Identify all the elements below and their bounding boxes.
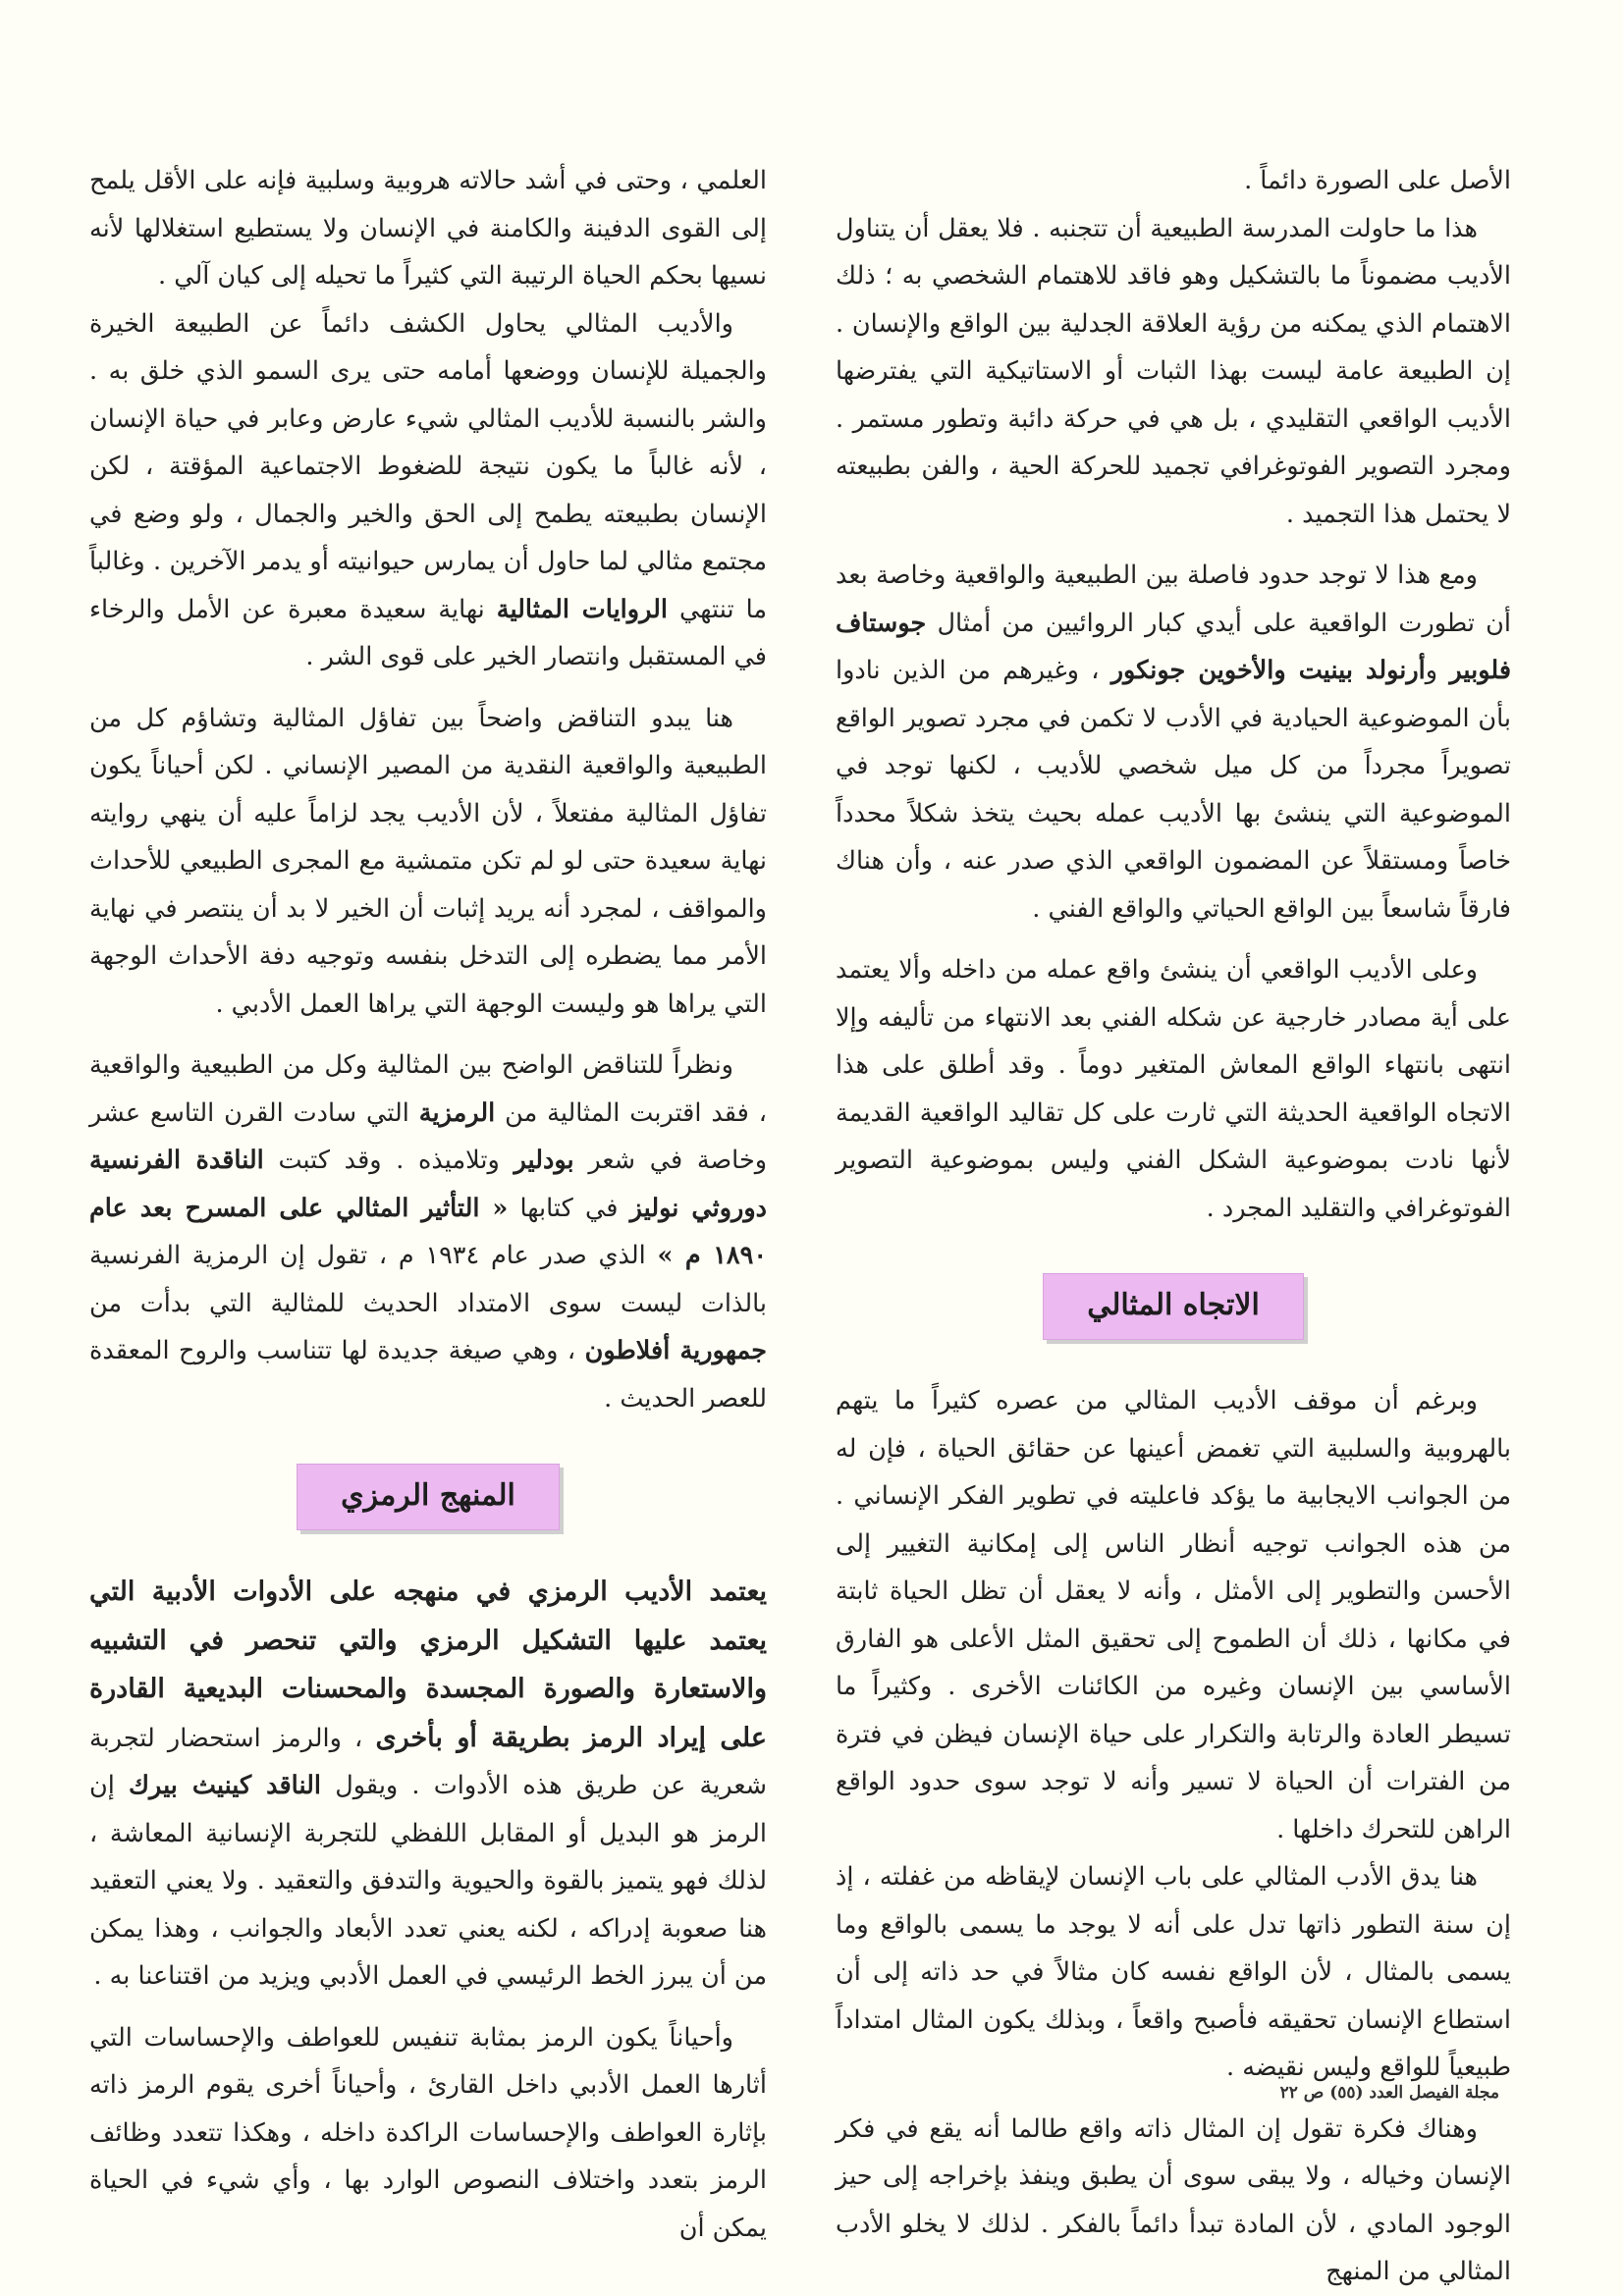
bold-name: الناقدة الفرنسية دوروثي نوليز	[89, 1146, 768, 1223]
paragraph	[89, 300, 767, 681]
text-run: نهاية سعيدة معبرة عن الأمل والرخاء في المستقبل وانتصار الخير على قوى الشر .	[89, 594, 767, 671]
text-run: في كتابها	[519, 1193, 619, 1223]
paragraph	[89, 1041, 767, 1422]
paragraph: وعلى الأديب الواقعي أن ينشئ واقع عمله من داخله وألا يعتمد على أية مصادر خارجية عن شكله الفني بعد الانتهاء من تأليفه وإلا انتهى بانتهاء الواقع المعاش المتغير دوماً . وقد أطلق على هذا الاتجاه الواقعية الحديثة التي ثارت على كل تقاليد الواقعية القديمة لأنها نادت بموضوعية الشكل الفني وليس بموضوعية التصوير الفوتوغرافي والتقليد المجرد .	[836, 955, 1511, 1223]
text-run: ومع هذا لا توجد حدود فاصلة بين الطبيعية والواقعية وخاصة بعد أن تطورت الواقعية على أيدي كبار الروائيين من أمثال	[836, 561, 1511, 638]
bold-name: الناقد كينيث بيرك	[129, 1771, 322, 1800]
paragraph: وأحياناً يكون الرمز بمثابة تنفيس للعواطف والإحساسات التي أثارها العمل الأدبي داخل القارئ ، وأحياناً أخرى يقوم الرمز ذاته بإثارة العواطف والإحساسات الراكدة داخله ، وهكذا تتعدد وظائف الرمز بتعدد واختلاف النصوص الوارد بها ، وأي شيء في الحياة يمكن أن	[89, 2022, 767, 2243]
text-run: ، وهي صيغة جديدة لها تتناسب والروح المعقدة للعصر الحديث .	[89, 1336, 767, 1414]
paragraph: هنا يبدو التناقض واضحاً بين تفاؤل المثالية وتشاؤم كل من الطبيعية والواقعية النقدية من المصير الإنساني . لكن أحياناً يكون تفاؤل المثالية مفتعلاً ، لأن الأديب يجد لزاماً عليه أن ينهي روايته نهاية سعيدة حتى لو لم تكن متمشية مع المجرى الطبيعي للأحداث والمواقف ، لمجرد أنه يريد إثبات أن الخير لا بد أن ينتصر في نهاية الأمر مما يضطره إلى التدخل بنفسه وتوجيه دفة الأحداث الوجهة التي يراها هو وليست الوجهة التي يراها العمل الأدبي .	[89, 703, 767, 1019]
paragraph: العلمي ، وحتى في أشد حالاته هروبية وسلبية فإنه على الأقل يلمح إلى القوى الدفينة والكامنة في الإنسان ولا يستطيع استغلالها لأنه نسيها بحكم الحياة الرتيبة التي كثيراً ما تحيله إلى كيان آلي .	[89, 166, 767, 291]
text-run: التي سادت القرن التاسع عشر وخاصة في شعر	[89, 1097, 768, 1175]
paragraph	[89, 1568, 767, 2001]
text-run: إن الرمز هو البديل أو المقابل اللفظي للتجربة الإنسانية المعاشة ، لذلك فهو يتميز بالقوة والحيوية والتدفق والتعقيد . ولا يعني التعقيد هنا صعوبة إدراكه ، لكنه يعني تعدد الأبعاد والجوانب ، وهذا يمكن من أن يبرز الخط الرئيسي في العمل الأدبي ويزيد من اقتناعنا به .	[89, 1771, 767, 1991]
bold-name: جوستاف فلوبير	[836, 608, 1512, 685]
text-run: ، وغيرهم من الذين نادوا بأن الموضوعية الحيادية في الأدب لا تكمن في مجرد تصوير الواقع تصويراً مجرداً من كل ميل شخصي للأديب ، لكنها توجد في الموضوعية التي ينشئ بها الأديب عمله بحيث يتخذ شكلاً محدداً خاصاً ومستقلاً عن المضمون الواقعي الذي صدر عنه ، وأن هناك فارقاً شاسعاً بين الواقع الحياتي والواقع الفني .	[836, 656, 1511, 924]
section-heading-wrap	[89, 1464, 767, 1530]
section-heading: المنهج الرمزي	[297, 1464, 560, 1530]
section-heading: الاتجاه المثالي	[1043, 1273, 1304, 1340]
paragraph: وبرغم أن موقف الأديب المثالي من عصره كثيراً ما يتهم بالهروبية والسلبية التي تغمض أعينها عن حقائق الحياة ، فإن له من الجوانب الايجابية ما يؤكد فاعليته في تطوير الفكر الإنساني . من هذه الجوانب توجيه أنظار الناس إلى إمكانية التغيير إلى الأحسن والتطوير إلى الأمثل ، وأنه لا يعقل أن تظل الحياة ثابتة في مكانها ، ذلك أن الطموح إلى تحقيق المثل الأعلى هو الفارق الأساسي بين الإنسان وغيره من الكائنات الأخرى . وكثيراً ما تسيطر العادة والرتابة والتكرار على حياة الإنسان فيظن في فترة من الفترات أن الحياة لا تسير وأنه لا توجد سوى حدود الواقع الراهن للتحرك داخلها .	[836, 1386, 1511, 1844]
paragraph: هنا يدق الأدب المثالي على باب الإنسان لإيقاظه من غفلته ، إذ إن سنة التطور ذاتها تدل على أنه لا يوجد ما يسمى بالواقع وما يسمى بالمثال ، لأن الواقع نفسه كان مثالاً في حد ذاته إلى أن استطاع الإنسان تحقيقه فأصبح واقعاً ، وبذلك يكون المثال امتداداً طبيعياً للواقع وليس نقيضه .	[836, 1862, 1511, 2082]
text-run: والأديب المثالي يحاول الكشف دائماً عن الطبيعة الخيرة والجميلة للإنسان ووضعها أمامه حتى يرى السمو الذي خلق به . والشر بالنسبة للأديب المثالي شيء عارض وعابر في حياة الإنسان ، لأنه غالباً ما يكون نتيجة للضغوط الاجتماعية المؤقتة ، لكن الإنسان بطبيعته يطمح إلى الحق والخير والجمال ، ولو وضع في مجتمع مثالي لما حاول أن يمارس حيوانيته أو يدمر الآخرين . وغالباً ما تنتهي	[89, 308, 768, 624]
bold-phrase: جمهورية أفلاطون	[584, 1336, 768, 1365]
bold-lead: يعتمد الأديب الرمزي في منهجه على الأدوات الأدبية التي يعتمد عليها التشكيل الرمزي والتي تنحصر في التشبيه والاستعارة والصورة المجسدة والمحسنات البديعية القادرة على إيراد الرمز بطريقة أو بأخرى	[89, 1576, 767, 1753]
paragraph: وهناك فكرة تقول إن المثال ذاته واقع طالما أنه يقع في فكر الإنسان وخياله ، ولا يبقى سوى أن يطبق وينفذ بإخراجه إلى حيز الوجود المادي ، لأن المادة تبدأ دائماً بالفكر . لذلك لا يخلو الأدب المثالي من المنهج	[836, 2113, 1511, 2286]
text-run: ، والرمز استحضار لتجربة شعرية عن طريق هذه الأدوات . ويقول	[89, 1723, 767, 1800]
paragraph	[836, 552, 1511, 933]
bold-book-title: « التأثير المثالي على المسرح بعد عام ١٨٩٠ م »	[89, 1193, 768, 1270]
paragraph: الأصل على الصورة دائماً .	[1244, 166, 1511, 195]
section-heading-wrap	[836, 1273, 1511, 1340]
page-footer: مجلة الفيصل العدد (٥٥) ص ٢٢	[1279, 2083, 1499, 2103]
right-column	[836, 157, 1512, 2286]
text-run: وتلاميذه . وقد كتبت	[278, 1146, 500, 1175]
bold-name: أرنولد بينيت والأخوين جونكور	[1110, 656, 1426, 685]
paragraph: هذا ما حاولت المدرسة الطبيعية أن تتجنبه . فلا يعقل أن يتناول الأديب مضموناً ما بالتشكيل وهو فاقد للاهتمام الشخصي به ؛ ذلك الاهتمام الذي يمكنه من رؤية العلاقة الجدلية بين الواقع والإنسان . إن الطبيعة عامة ليست بهذا الثبات أو الاستاتيكية التي يفترضها الأديب الواقعي التقليدي ، بل هي في حركة دائبة وتطور مستمر . ومجرد التصوير الفوتوغرافي تجميد للحركة الحية ، والفن بطبيعته لا يحتمل هذا التجميد .	[836, 213, 1511, 529]
left-column	[89, 157, 768, 2243]
text-run: و	[1425, 656, 1438, 685]
text-run: الذي صدر عام ١٩٣٤ م ، تقول إن الرمزية الفرنسية بالذات ليست سوى الامتداد الحديث للمثالية التي بدأت من	[89, 1241, 767, 1318]
bold-phrase: الرمزية	[418, 1097, 496, 1128]
text-run: ونظراً للتناقض الواضح بين المثالية وكل من الطبيعية والواقعية ، فقد اقتربت المثالية من	[89, 1050, 768, 1128]
bold-phrase: الروايات المثالية	[496, 594, 668, 624]
bold-name: بودلير	[514, 1146, 574, 1175]
